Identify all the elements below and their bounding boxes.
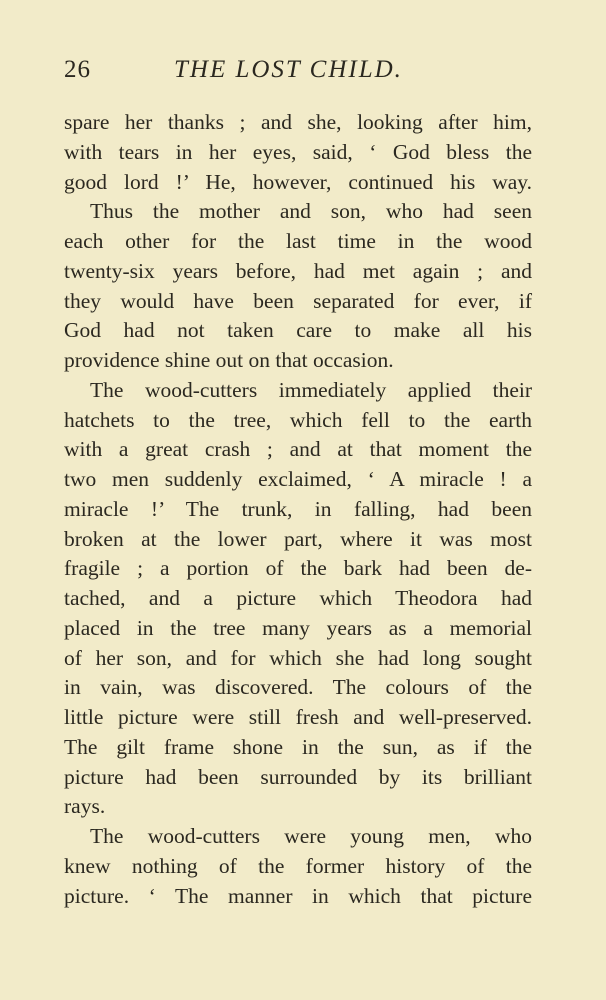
text-line: little picture were still fresh and well-preserved.: [64, 705, 532, 729]
text-line: in vain, was discovered. The colours of the: [64, 675, 532, 700]
text-line: with a great crash ; and at that moment the: [64, 437, 532, 462]
text-line: knew nothing of the former history of the: [64, 853, 532, 878]
text-line: picture had been surrounded by its brilliant: [64, 764, 532, 789]
text-line: The wood-cutters immediately applied their: [90, 377, 532, 402]
text-line: twenty-six years before, had met again ; and: [64, 258, 532, 283]
text-line: good lord !’ He, however, continued his way.: [64, 169, 532, 194]
page-number: 26: [64, 56, 91, 83]
text-line: fragile ; a portion of the bark had been de-: [64, 556, 532, 581]
text-line: with tears in her eyes, said, ‘ God bless the: [64, 139, 532, 164]
text-line: providence shine out on that occasion.: [64, 348, 394, 372]
text-line: rays.: [64, 794, 106, 819]
text-line: picture. ‘ The manner in which that picture: [64, 883, 532, 908]
text-line: of her son, and for which she had long sought: [64, 645, 532, 670]
text-line: The wood-cutters were young men, who: [90, 824, 532, 848]
text-line: Thus the mother and son, who had seen: [90, 199, 532, 224]
text-line: The gilt frame shone in the sun, as if the: [64, 734, 532, 759]
running-title: THE LOST CHILD.: [174, 56, 403, 83]
page-header: [64, 56, 534, 88]
body-text: [64, 108, 532, 911]
text-line: broken at the lower part, where it was most: [64, 526, 532, 551]
text-line: two men suddenly exclaimed, ‘ A miracle ! a: [64, 467, 532, 491]
text-line: hatchets to the tree, which fell to the earth: [64, 407, 532, 432]
text-line: tached, and a picture which Theodora had: [64, 586, 532, 610]
text-line: each other for the last time in the wood: [64, 229, 532, 253]
text-line: miracle !’ The trunk, in falling, had been: [64, 496, 532, 521]
text-line: they would have been separated for ever, if: [64, 288, 532, 313]
text-line: placed in the tree many years as a memorial: [64, 615, 532, 640]
text-line: God had not taken care to make all his: [64, 318, 532, 343]
text-line: spare her thanks ; and she, looking after him,: [64, 110, 532, 134]
